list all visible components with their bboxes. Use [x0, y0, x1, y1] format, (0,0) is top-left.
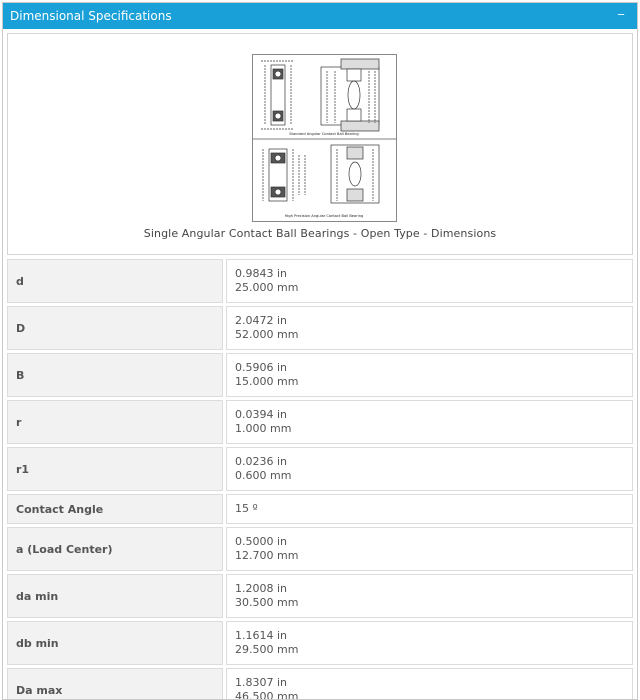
spec-row-B — [7, 353, 633, 397]
diagram-label-standard: Standard Angular Contact Ball Bearing — [289, 132, 359, 136]
bearing-dimension-diagram — [252, 54, 397, 222]
spec-value-inch: 1.2008 in — [235, 582, 288, 595]
spec-row-r — [7, 400, 633, 444]
spec-value — [226, 306, 633, 350]
spec-label: d — [7, 259, 223, 303]
spec-row-D — [7, 306, 633, 350]
spec-label: da min — [7, 574, 223, 618]
spec-row-db-min — [7, 621, 633, 665]
spec-label: Da max — [7, 668, 223, 700]
spec-value-inch: 1.1614 in — [235, 629, 288, 642]
spec-value-mm: 12.700 mm — [235, 549, 299, 562]
spec-value — [226, 447, 633, 491]
spec-row-d — [7, 259, 633, 303]
spec-value-inch: 0.0236 in — [235, 455, 288, 468]
spec-value-inch: 1.8307 in — [235, 676, 288, 689]
spec-value — [226, 259, 633, 303]
spec-value-mm: 15.000 mm — [235, 375, 299, 388]
spec-value — [226, 668, 633, 700]
spec-label: r1 — [7, 447, 223, 491]
spec-value-mm: 30.500 mm — [235, 596, 299, 609]
spec-value — [226, 353, 633, 397]
spec-label: a (Load Center) — [7, 527, 223, 571]
spec-value — [226, 527, 633, 571]
spec-value-mm: 25.000 mm — [235, 281, 299, 294]
spec-value — [226, 621, 633, 665]
spec-label: Contact Angle — [7, 494, 223, 524]
spec-row-Da-max — [7, 668, 633, 700]
panel-title: Dimensional Specifications — [10, 9, 172, 23]
diagram-label-high-precision: High Precision Angular Contact Ball Bearing — [284, 214, 364, 218]
spec-row-contact-angle — [7, 494, 633, 524]
dimensional-specifications-panel — [2, 2, 638, 700]
spec-label: r — [7, 400, 223, 444]
spec-row-load-center — [7, 527, 633, 571]
spec-value — [226, 494, 633, 524]
bearing-dimension-drawing — [253, 55, 396, 221]
panel-header[interactable] — [3, 3, 637, 29]
spec-table — [7, 259, 633, 700]
spec-row-r1 — [7, 447, 633, 491]
spec-value-mm: 1.000 mm — [235, 422, 292, 435]
spec-value — [226, 574, 633, 618]
spec-value-inch: 0.9843 in — [235, 267, 288, 280]
spec-label: B — [7, 353, 223, 397]
spec-value-inch: 2.0472 in — [235, 314, 288, 327]
spec-label: D — [7, 306, 223, 350]
spec-value-inch: 0.5000 in — [235, 535, 288, 548]
spec-row-da-min — [7, 574, 633, 618]
spec-value-inch: 0.5906 in — [235, 361, 288, 374]
spec-value-mm: 52.000 mm — [235, 328, 299, 341]
spec-value — [226, 400, 633, 444]
spec-value-mm: 46.500 mm — [235, 690, 299, 700]
spec-value-single: 15 º — [235, 502, 258, 515]
spec-value-mm: 0.600 mm — [235, 469, 292, 482]
minus-icon[interactable]: ─ — [617, 10, 625, 21]
spec-value-inch: 0.0394 in — [235, 408, 288, 421]
spec-label: db min — [7, 621, 223, 665]
spec-value-mm: 29.500 mm — [235, 643, 299, 656]
diagram-figure — [7, 33, 633, 255]
diagram-caption: Single Angular Contact Ball Bearings - Open Type - Dimensions — [143, 227, 497, 240]
